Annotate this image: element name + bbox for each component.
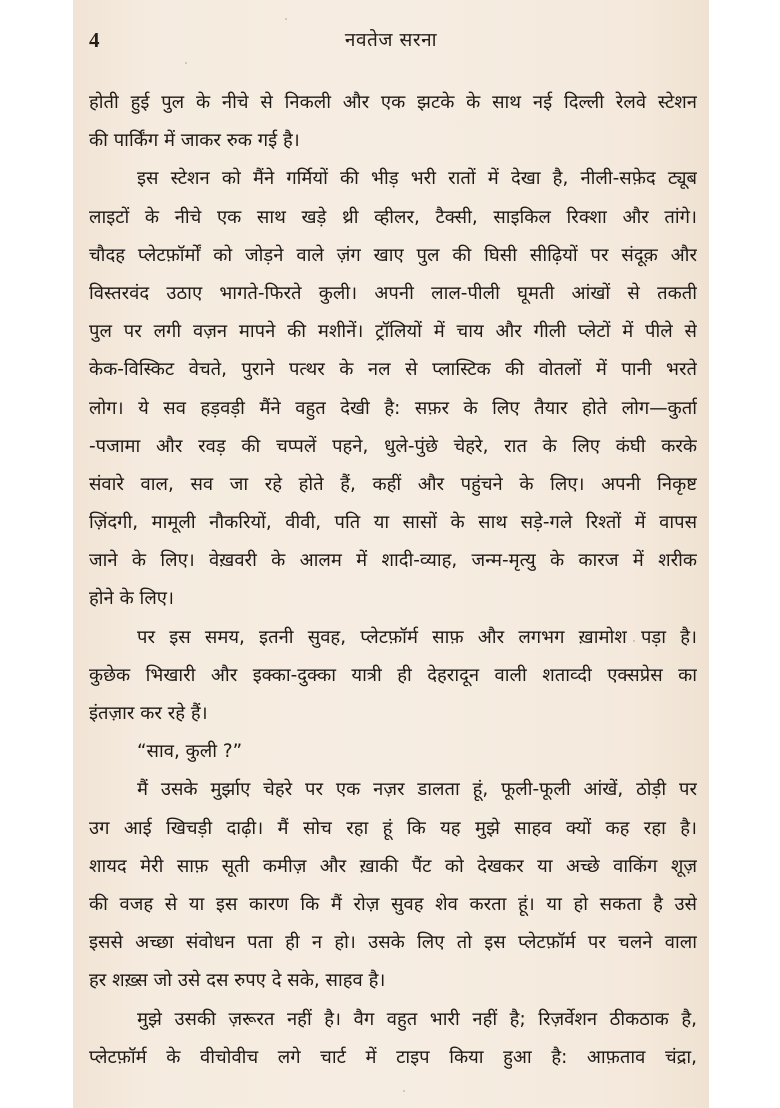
text-line: मुझे उसकी ज़रूरत नहीं है। वैग वहुत भारी नहीं है; रिज़र्वेशन ठीकठाक है, (137, 1008, 697, 1030)
page-number: 4 (89, 28, 100, 52)
text-line: पुल पर लगी वज़न मापने की मशीनें। ट्रॉलियों में चाय और गीली प्लेटों में पीले से (89, 321, 697, 343)
text-line: प्लेटफ़ॉर्म के वीचोवीच लगे चार्ट में टाइप किया हुआ है: आफ़ताव चंद्रा, (89, 1046, 697, 1068)
paper-speck (285, 18, 287, 20)
text-line: इससे अच्छा संवोधन पता ही न हो। उसके लिए तो इस प्लेटफ़ॉर्म पर चलने वाला (89, 932, 697, 954)
body-text (89, 84, 697, 1077)
text-line: लाइटों के नीचे एक साथ खड़े थ्री व्हीलर, टैक्सी, साइकिल रिक्शा और तांगे। (89, 206, 697, 228)
text-line: मैं उसके मुर्झाए चेहरे पर एक नज़र डालता हूं, फूली-फूली आंखें, ठोड़ी पर (137, 779, 697, 801)
book-page (73, 0, 709, 1108)
text-line: संवारे वाल, सव जा रहे होते हैं, कहीं और पहुंचने के लिए। अपनी निकृष्ट (89, 473, 697, 495)
text-line: -पजामा और रवड़ की चप्पलें पहने, धुले-पुंछे चेहरे, रात के लिए कंघी करके (89, 435, 697, 457)
text-line: चौदह प्लेटफ़ॉर्मों को जोड़ने वाले ज़ंग खाए पुल की घिसी सीढ़ियों पर संदूक़ और (89, 244, 697, 266)
dialogue-line: “साव, कुली ?” (137, 741, 243, 763)
text-line: होने के लिए। (89, 588, 174, 610)
text-line: कुछेक भिखारी और इक्का-दुक्का यात्री ही देहरादून वाली शताव्दी एक्सप्रेस का (89, 664, 697, 686)
text-line: हर शख़्स जो उसे दस रुपए दे सके, साहव है। (89, 970, 386, 992)
text-line: पर इस समय, इतनी सुवह, प्लेटफ़ॉर्म साफ़ और लगभग ख़ामोश पड़ा है। (137, 626, 697, 648)
text-line: इंतज़ार कर रहे हैं। (89, 703, 208, 724)
text-line: विस्तरवंद उठाए भागते-फिरते कुली। अपनी लाल-पीली घूमती आंखों से तकती (89, 282, 697, 304)
paper-speck (633, 640, 635, 642)
page-header (73, 26, 709, 56)
text-line: इस स्टेशन को मैंने गर्मियों की भीड़ भरी रातों में देखा है, नीली-सफ़ेद ट्यूब (137, 168, 697, 190)
text-line: केक-विस्किट वेचते, पुराने पत्थर के नल से प्लास्टिक की वोतलों में पानी भरते (89, 359, 697, 381)
paper-speck (403, 1090, 405, 1092)
running-title: नवतेज सरना (344, 29, 438, 51)
text-line: होती हुई पुल के नीचे से निकली और एक झटके के साथ नई दिल्ली रेलवे स्टेशन (89, 92, 697, 113)
text-line: की पार्किंग में जाकर रुक गई है। (89, 130, 300, 152)
text-line: ज़िंदगी, मामूली नौकरियों, वीवी, पति या सासों के साथ सड़े-गले रिश्तों में वापस (89, 512, 697, 534)
text-line: जाने के लिए। वेख़वरी के आलम में शादी-व्याह, जन्म-मृत्यु के कारज में शरीक (89, 550, 697, 572)
paper-speck (185, 62, 187, 64)
text-line: शायद मेरी साफ़ सूती कमीज़ और ख़ाकी पैंट को देखकर या अच्छे वाकिंग शूज़ (89, 855, 697, 877)
text-line: की वजह से या इस कारण कि मैं रोज़ सुवह शेव करता हूं। या हो सकता है उसे (89, 893, 697, 915)
text-line: उग आई खिचड़ी दाढ़ी। मैं सोच रहा हूं कि यह मुझे साहव क्यों कह रहा है। (89, 817, 697, 839)
text-line: लोग। ये सव हड़वड़ी मैंने वहुत देखी है: सफ़र के लिए तैयार होते लोग—कुर्ता (89, 397, 697, 419)
